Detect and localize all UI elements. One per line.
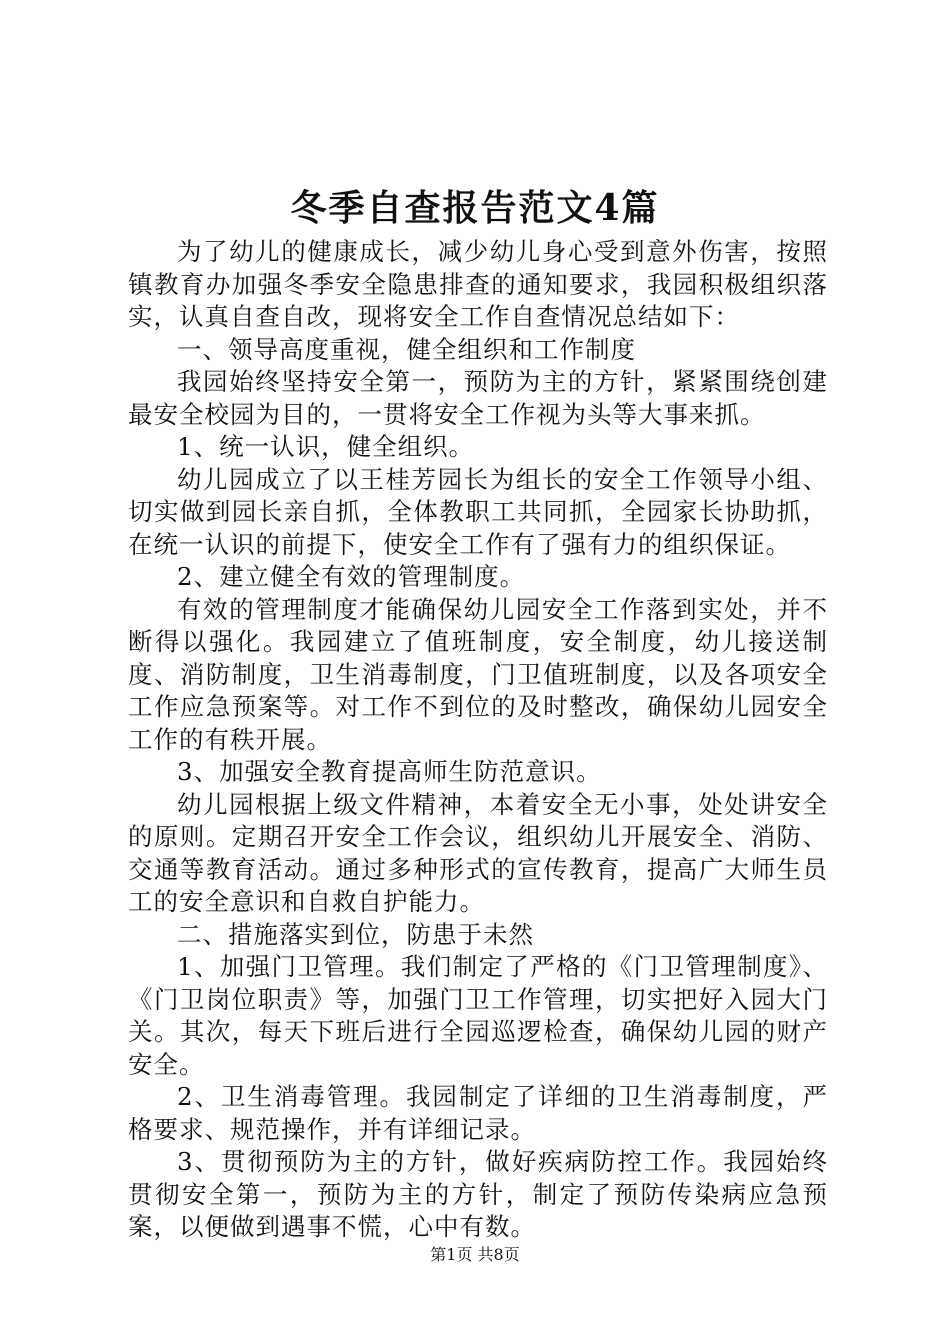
subheading: 3、加强安全教育提高师生防范意识。 [177,757,602,786]
heading-section-1: 一、领导高度重视，健全组织和工作制度 [177,334,636,364]
subheading: 1、统一认识，健全组织。 [177,432,475,461]
paragraph: 幼儿园成立了以王桂芳园长为组长的安全工作领导小组、切实做到园长亲自抓，全体教职工共同抓，全园家长协助抓，在统一认识的前提下，使安全工作有了强有力的组织保证。 [128,464,828,559]
paragraph-intro: 为了幼儿的健康成长，减少幼儿身心受到意外伤害，按照镇教育办加强冬季安全隐患排查的通知要求，我园积极组织落实，认真自查自改，现将安全工作自查情况总结如下： [128,237,828,331]
document-body [128,236,828,1244]
subheading: 2、建立健全有效的管理制度。 [177,562,526,591]
paragraph: 我园始终坚持安全第一，预防为主的方针，紧紧围绕创建最安全校园为目的，一贯将安全工作视为头等大事来抓。 [128,367,828,429]
paragraph: 1、加强门卫管理。我们制定了严格的《门卫管理制度》、《门卫岗位职责》等，加强门卫工作管理，切实把好入园大门关。其次，每天下班后进行全园巡逻检查，确保幼儿园的财产安全。 [128,952,828,1079]
page-footer: 第1页 共8页 [430,1245,520,1264]
document-title: 冬季自查报告范文4篇 [290,187,660,229]
heading-section-2: 二、措施落实到位，防患于未然 [177,919,534,949]
paragraph: 3、贯彻预防为主的方针，做好疾病防控工作。我园始终贯彻安全第一，预防为主的方针，制定了预防传染病应急预案，以便做到遇事不慌，心中有数。 [128,1147,828,1241]
paragraph: 有效的管理制度才能确保幼儿园安全工作落到实处，并不断得以强化。我园建立了值班制度，安全制度，幼儿接送制度、消防制度，卫生消毒制度，门卫值班制度，以及各项安全工作应急预案等。对工作不到位的及时整改，确保幼儿园安全工作的有秩开展。 [128,594,828,754]
paragraph: 2、卫生消毒管理。我园制定了详细的卫生消毒制度，严格要求、规范操作，并有详细记录。 [128,1082,828,1144]
paragraph: 幼儿园根据上级文件精神，本着安全无小事，处处讲安全的原则。定期召开安全工作会议，组织幼儿开展安全、消防、交通等教育活动。通过多种形式的宣传教育，提高广大师生员工的安全意识和自救自护能力。 [128,789,828,916]
